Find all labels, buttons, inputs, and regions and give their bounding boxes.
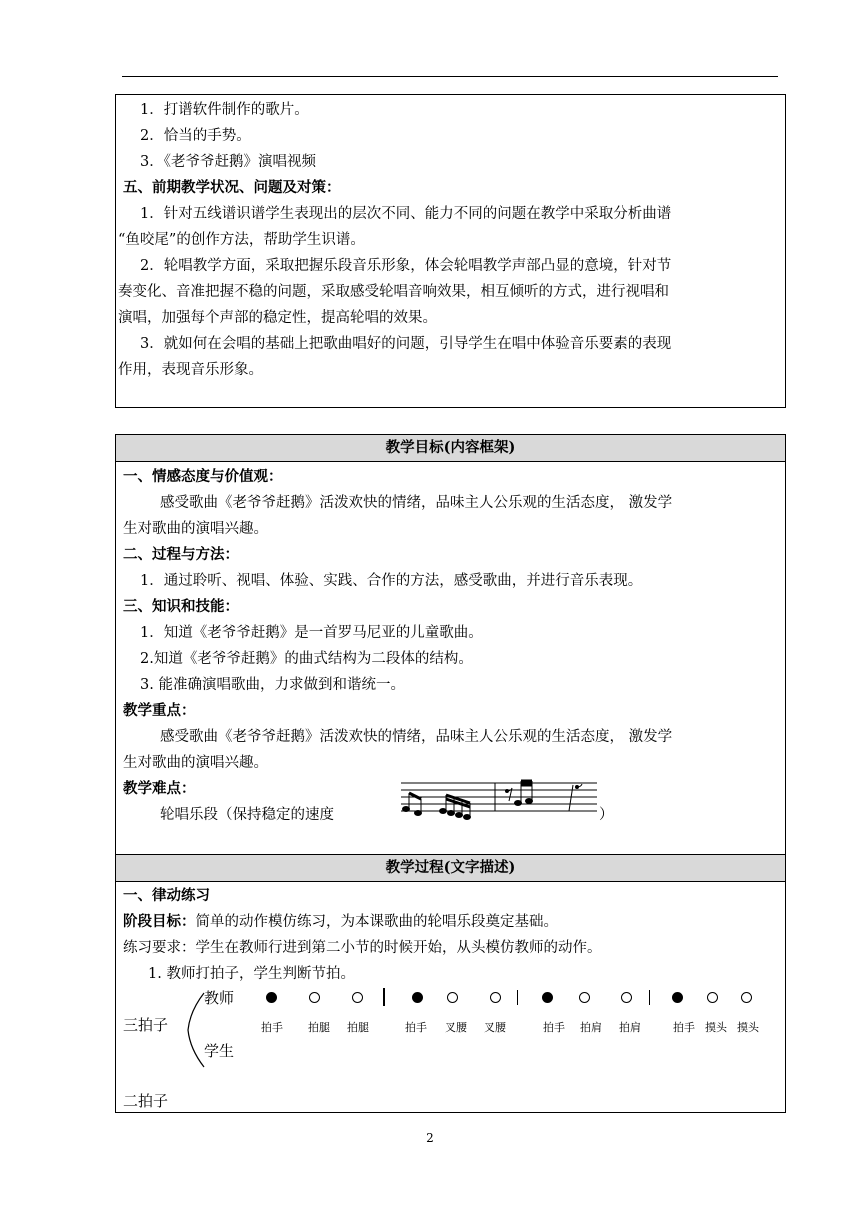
text-line: 3．就如何在会唱的基础上把歌曲唱好的问题，引导学生在唱中体验音乐要素的表现 bbox=[140, 336, 672, 352]
teacher-label: 教师 bbox=[204, 989, 235, 1007]
beat-dot-weak bbox=[741, 992, 752, 1003]
section-heading: 二、过程与方法： bbox=[123, 546, 239, 563]
goals-header: 教学目标(内容框架) bbox=[116, 435, 785, 462]
text-line: 练习要求：学生在教师行进到第二小节的时候开始，从头模仿教师的动作。 bbox=[123, 940, 602, 956]
beat-dot-weak bbox=[352, 992, 363, 1003]
action-label: 拍肩 bbox=[580, 1021, 602, 1034]
beat-dot-strong bbox=[542, 992, 553, 1003]
action-label: 摸头 bbox=[737, 1021, 759, 1034]
beat-dot-weak bbox=[707, 992, 718, 1003]
text-line: 2.知道《老爷爷赶鹅》的曲式结构为二段体的结构。 bbox=[140, 651, 473, 667]
action-label: 拍手 bbox=[543, 1021, 565, 1034]
beat-dot-weak bbox=[447, 992, 458, 1003]
action-label: 拍手 bbox=[261, 1021, 283, 1034]
section-heading: 五、前期教学状况、问题及对策： bbox=[123, 179, 341, 196]
duple-meter-label: 二拍子 bbox=[123, 1092, 169, 1110]
action-label: 摸头 bbox=[705, 1021, 727, 1034]
materials-box bbox=[115, 94, 786, 408]
section-heading: 三、知识和技能： bbox=[123, 598, 239, 615]
beat-dot-weak bbox=[309, 992, 320, 1003]
section-heading: 一、情感态度与价值观： bbox=[123, 468, 283, 485]
text-line: 3. 能准确演唱歌曲，力求做到和谐统一。 bbox=[140, 677, 405, 693]
text-line: ） bbox=[599, 807, 614, 823]
beat-dot-strong bbox=[672, 992, 683, 1003]
text-line: “鱼咬尾”的创作方法，帮助学生识谱。 bbox=[118, 232, 365, 248]
action-label: 拍腿 bbox=[308, 1021, 330, 1034]
section-heading: 一、律动练习 bbox=[123, 887, 210, 904]
beat-dot-weak bbox=[579, 992, 590, 1003]
action-label: 叉腰 bbox=[484, 1021, 506, 1034]
goal-text: 简单的动作模仿练习，为本课歌曲的轮唱乐段奠定基础。 bbox=[195, 914, 558, 930]
beat-dot-strong bbox=[412, 992, 423, 1003]
text-line: 轮唱乐段（保持稳定的速度 bbox=[160, 807, 334, 823]
triple-meter-label: 三拍子 bbox=[123, 1016, 169, 1034]
section-heading: 教学难点： bbox=[123, 780, 196, 797]
goal-label: 阶段目标： bbox=[123, 913, 196, 930]
text-line: 感受歌曲《老爷爷赶鹅》活泼欢快的情绪，品味主人公乐观的生活态度， 激发学 bbox=[160, 729, 673, 745]
section-heading: 教学重点： bbox=[123, 702, 196, 719]
bar-line bbox=[649, 990, 650, 1005]
brace-icon bbox=[184, 991, 206, 1069]
text-line: 感受歌曲《老爷爷赶鹅》活泼欢快的情绪，品味主人公乐观的生活态度， 激发学 bbox=[160, 495, 673, 511]
beat-dot-weak bbox=[621, 992, 632, 1003]
text-line: 2．恰当的手势。 bbox=[140, 128, 251, 144]
bar-line bbox=[383, 988, 385, 1006]
action-label: 叉腰 bbox=[445, 1021, 467, 1034]
text-line: 3．《老爷爷赶鹅》演唱视频 bbox=[140, 154, 316, 170]
text-line: 作用，表现音乐形象。 bbox=[118, 362, 263, 378]
text-line: 生对歌曲的演唱兴趣。 bbox=[123, 755, 268, 771]
header-rule bbox=[122, 76, 778, 77]
action-label: 拍腿 bbox=[347, 1021, 369, 1034]
text-line: 1. 教师打拍子，学生判断节拍。 bbox=[148, 966, 355, 982]
beat-dot-strong bbox=[266, 992, 277, 1003]
text-line: 演唱，加强每个声部的稳定性，提高轮唱的效果。 bbox=[118, 310, 437, 326]
student-label: 学生 bbox=[204, 1042, 235, 1060]
text-line: 生对歌曲的演唱兴趣。 bbox=[123, 521, 268, 537]
text-line: 1．打谱软件制作的歌片。 bbox=[140, 102, 309, 118]
action-label: 拍手 bbox=[673, 1021, 695, 1034]
page-number: 2 bbox=[426, 1131, 434, 1145]
text-line: 2．轮唱教学方面，采取把握乐段音乐形象，体会轮唱教学声部凸显的意境，针对节 bbox=[140, 258, 672, 274]
process-header: 教学过程(文字描述) bbox=[116, 854, 785, 882]
text-line: 1．知道《老爷爷赶鹅》是一首罗马尼亚的儿童歌曲。 bbox=[140, 625, 483, 641]
action-label: 拍肩 bbox=[619, 1021, 641, 1034]
bar-line bbox=[517, 990, 518, 1005]
text-line: 奏变化、音准把握不稳的问题，采取感受轮唱音响效果，相互倾听的方式，进行视唱和 bbox=[118, 284, 669, 300]
action-label: 拍手 bbox=[405, 1021, 427, 1034]
text-line: 1．通过聆听、视唱、体验、实践、合作的方法，感受歌曲，并进行音乐表现。 bbox=[140, 573, 643, 589]
rhythm-notation-image bbox=[399, 777, 599, 821]
text-line: 1．针对五线谱识谱学生表现出的层次不同、能力不同的问题在教学中采取分析曲谱 bbox=[140, 206, 672, 222]
beat-dot-weak bbox=[490, 992, 501, 1003]
goals-process-box bbox=[115, 434, 786, 1113]
text-line bbox=[123, 912, 558, 932]
